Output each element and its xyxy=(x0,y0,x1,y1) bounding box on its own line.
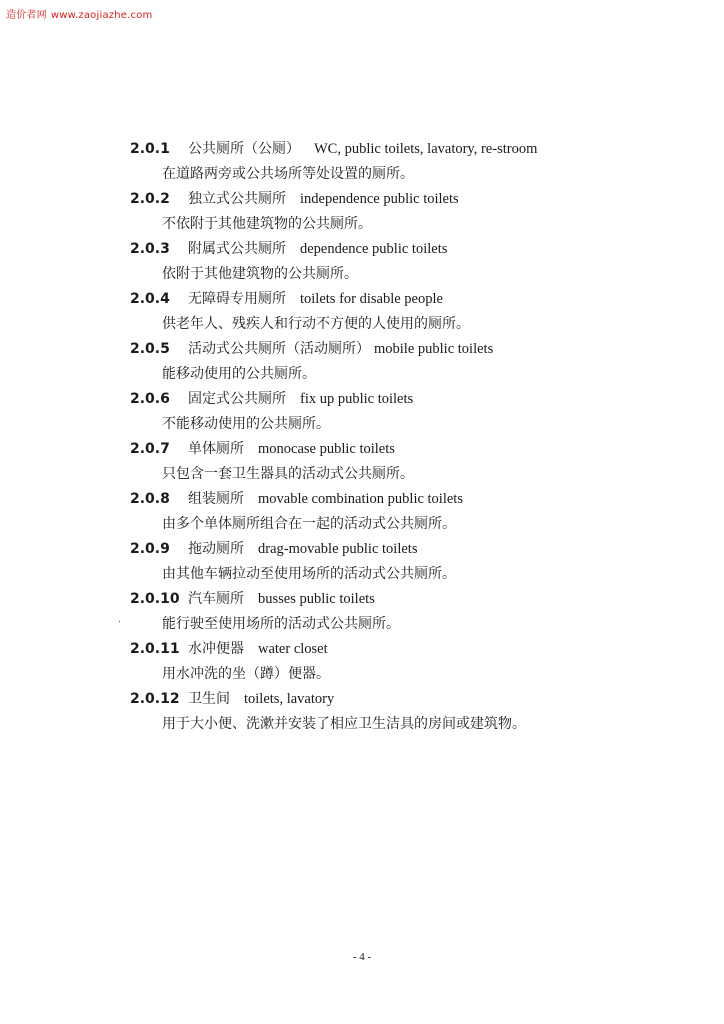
term-english: independence public toilets xyxy=(300,191,459,207)
term-heading xyxy=(130,137,610,162)
term-2-0-6 xyxy=(130,387,610,437)
term-definition: 依附于其他建筑物的公共厕所。 xyxy=(162,266,358,282)
term-2-0-4 xyxy=(130,287,610,337)
term-2-0-1 xyxy=(130,137,610,187)
term-english: fix up public toilets xyxy=(300,391,414,407)
margin-mark: · xyxy=(118,617,122,628)
term-chinese: 独立式公共厕所 xyxy=(188,191,286,207)
term-english: dependence public toilets xyxy=(300,241,448,257)
page-number: - 4 - xyxy=(352,951,372,963)
term-heading xyxy=(130,237,610,262)
term-definition: 能行驶至使用场所的活动式公共厕所。 xyxy=(162,616,400,632)
term-heading xyxy=(130,287,610,312)
term-chinese: 组装厕所 xyxy=(188,491,244,507)
term-heading xyxy=(130,537,610,562)
term-heading xyxy=(130,587,610,612)
term-definition: 只包含一套卫生器具的活动式公共厕所。 xyxy=(162,466,414,482)
term-number: 2.0.9 xyxy=(130,541,170,557)
term-2-0-5 xyxy=(130,337,610,387)
term-2-0-2 xyxy=(130,187,610,237)
term-chinese: 水冲便器 xyxy=(188,641,244,657)
term-number: 2.0.7 xyxy=(130,441,170,457)
term-heading xyxy=(130,487,610,512)
term-definition: 由多个单体厕所组合在一起的活动式公共厕所。 xyxy=(162,516,456,532)
watermark-site-name: 造价者网 xyxy=(6,10,47,21)
term-english: busses public toilets xyxy=(258,591,375,607)
term-number: 2.0.12 xyxy=(130,691,180,707)
term-english: mobile public toilets xyxy=(374,341,494,357)
term-number: 2.0.8 xyxy=(130,491,170,507)
terms-list xyxy=(130,137,610,737)
term-english: toilets for disable people xyxy=(300,291,443,307)
term-number: 2.0.2 xyxy=(130,191,170,207)
term-2-0-9 xyxy=(130,537,610,587)
term-number: 2.0.6 xyxy=(130,391,170,407)
term-definition: 用于大小便、洗漱并安装了相应卫生洁具的房间或建筑物。 xyxy=(162,716,526,732)
term-english: movable combination public toilets xyxy=(258,491,463,507)
term-chinese: 拖动厕所 xyxy=(188,541,244,557)
term-english: water closet xyxy=(258,641,328,657)
term-number: 2.0.5 xyxy=(130,341,170,357)
term-number: 2.0.10 xyxy=(130,591,180,607)
term-definition: 能移动使用的公共厕所。 xyxy=(162,366,316,382)
term-number: 2.0.3 xyxy=(130,241,170,257)
term-chinese: 附属式公共厕所 xyxy=(188,241,286,257)
term-number: 2.0.11 xyxy=(130,641,180,657)
term-heading xyxy=(130,187,610,212)
watermark-url[interactable]: www.zaojiazhe.com xyxy=(50,10,153,21)
term-chinese: 单体厕所 xyxy=(188,441,244,457)
term-heading xyxy=(130,387,610,412)
term-2-0-10 xyxy=(130,587,610,637)
term-chinese: 卫生间 xyxy=(188,691,230,707)
term-definition: 用水冲洗的坐（蹲）便器。 xyxy=(162,666,330,682)
term-number: 2.0.1 xyxy=(130,141,170,157)
term-2-0-3 xyxy=(130,237,610,287)
term-english: WC, public toilets, lavatory, re-stroom xyxy=(314,141,538,157)
term-heading xyxy=(130,687,610,712)
term-number: 2.0.4 xyxy=(130,291,170,307)
term-chinese: 固定式公共厕所 xyxy=(188,391,286,407)
term-definition: 供老年人、残疾人和行动不方便的人使用的厕所。 xyxy=(162,316,470,332)
term-chinese: 公共厕所（公厕） xyxy=(188,141,300,157)
term-heading xyxy=(130,637,610,662)
term-english: drag-movable public toilets xyxy=(258,541,418,557)
term-2-0-12 xyxy=(130,687,610,737)
term-heading xyxy=(130,437,610,462)
term-english: monocase public toilets xyxy=(258,441,395,457)
term-chinese: 汽车厕所 xyxy=(188,591,244,607)
term-definition: 在道路两旁或公共场所等处设置的厕所。 xyxy=(162,166,414,182)
watermark xyxy=(6,6,152,21)
term-2-0-7 xyxy=(130,437,610,487)
term-chinese: 无障碍专用厕所 xyxy=(188,291,286,307)
term-2-0-11 xyxy=(130,637,610,687)
term-heading xyxy=(130,337,610,362)
term-chinese: 活动式公共厕所（活动厕所） xyxy=(188,341,370,357)
term-english: toilets, lavatory xyxy=(244,691,335,707)
term-definition: 不依附于其他建筑物的公共厕所。 xyxy=(162,216,372,232)
term-definition: 不能移动使用的公共厕所。 xyxy=(162,416,330,432)
term-2-0-8 xyxy=(130,487,610,537)
term-definition: 由其他车辆拉动至使用场所的活动式公共厕所。 xyxy=(162,566,456,582)
